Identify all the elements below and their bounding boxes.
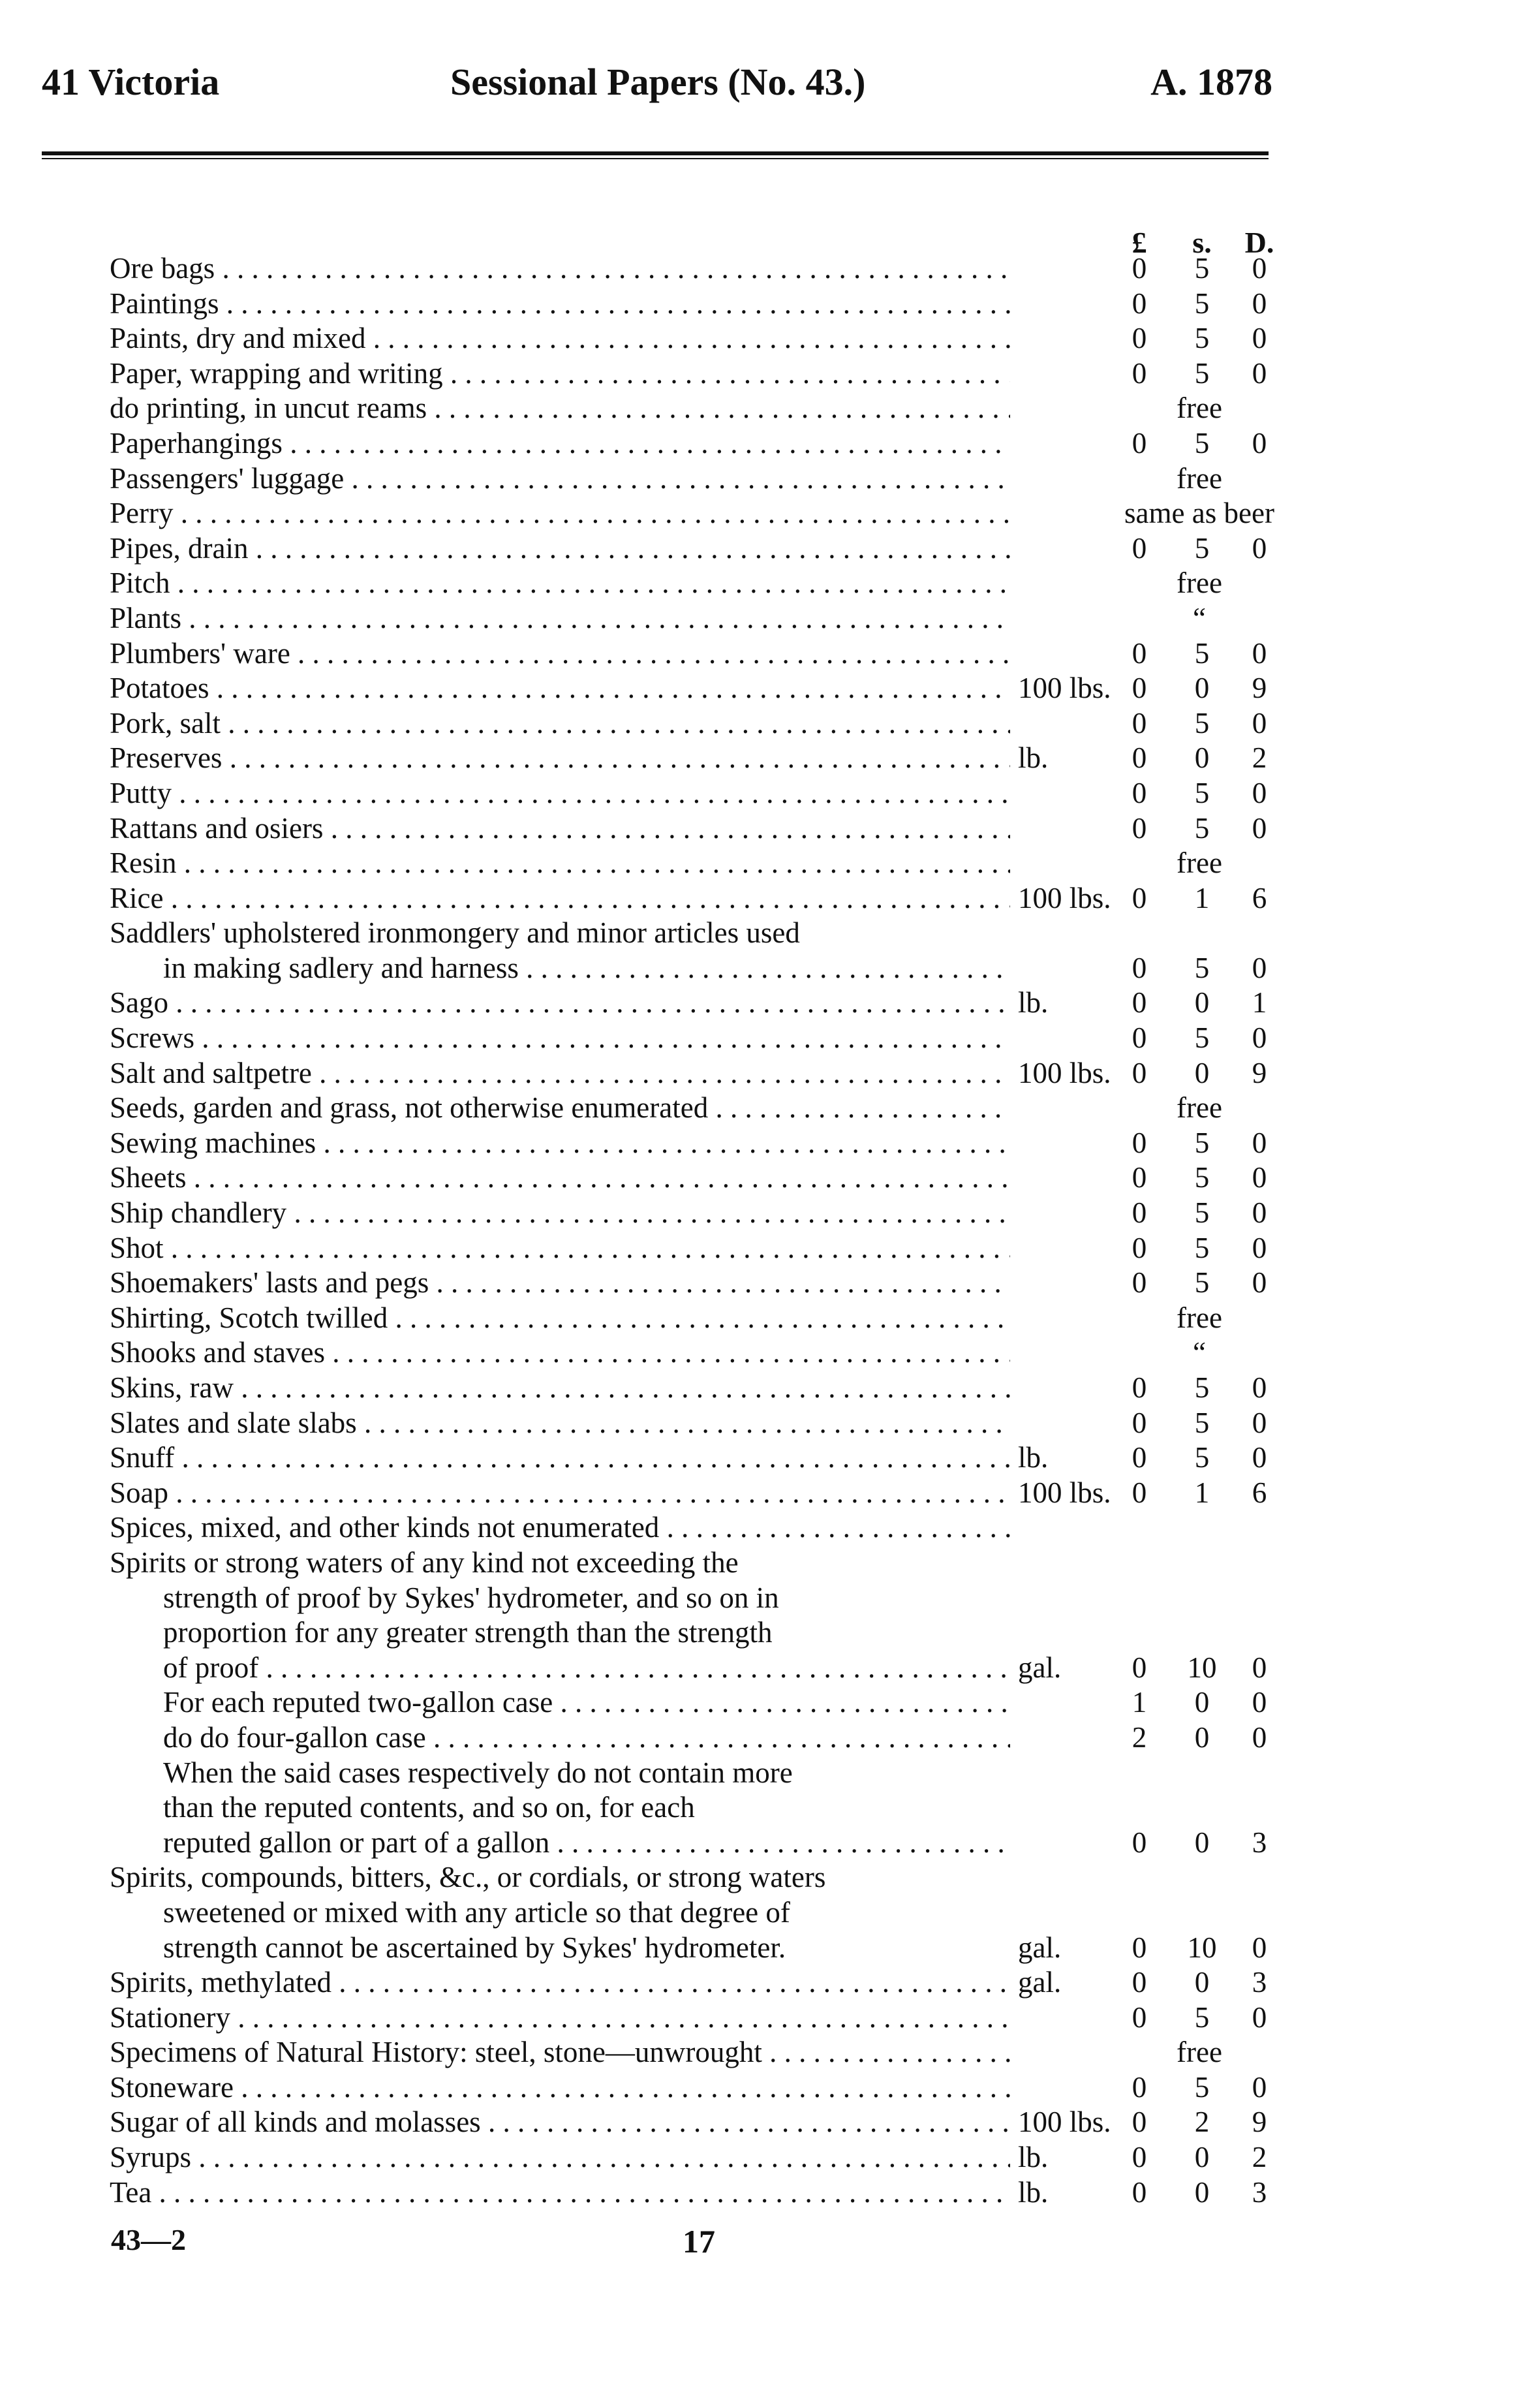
page-number: 17 bbox=[683, 2223, 715, 2260]
item-label: Sugar of all kinds and molasses . . . bbox=[110, 2105, 1010, 2140]
duty-pounds: 0 bbox=[1132, 2175, 1147, 2209]
tariff-row bbox=[0, 1440, 1540, 1476]
duty-pounds: 0 bbox=[1132, 951, 1147, 984]
item-label: Putty . . . bbox=[110, 776, 1010, 811]
duty-shillings: 0 bbox=[1194, 672, 1210, 705]
duty-pounds: 0 bbox=[1132, 322, 1147, 355]
duty-pence: 0 bbox=[1252, 951, 1267, 984]
item-label: proportion for any greater strength than the strength bbox=[163, 1616, 773, 1649]
duty-pence: 3 bbox=[1252, 1826, 1267, 1859]
item-label: sweetened or mixed with any article so that degree of bbox=[163, 1895, 790, 1929]
duty-shillings: 0 bbox=[1194, 986, 1210, 1019]
item-unit: lb. bbox=[1018, 741, 1049, 775]
item-label: Salt and saltpetre . . . bbox=[110, 1056, 1010, 1091]
duty-pence: 0 bbox=[1252, 1651, 1267, 1684]
duty-shillings: 10 bbox=[1187, 1651, 1217, 1684]
tariff-row bbox=[0, 1021, 1540, 1056]
item-unit: 100 lbs. bbox=[1018, 1476, 1111, 1509]
tariff-row bbox=[0, 986, 1540, 1021]
duty-pounds: 0 bbox=[1132, 1476, 1147, 1509]
item-label: Sago . . . bbox=[110, 986, 1010, 1020]
tariff-row bbox=[0, 2140, 1540, 2175]
tariff-row bbox=[0, 1581, 1540, 1616]
duty-shillings: 5 bbox=[1194, 322, 1210, 355]
duty-pounds: 0 bbox=[1132, 252, 1147, 285]
item-label: Plants . . . bbox=[110, 601, 1010, 636]
tariff-row bbox=[0, 1895, 1540, 1931]
duty-pounds: 0 bbox=[1132, 1651, 1147, 1684]
item-label: of proof . . . bbox=[163, 1651, 1010, 1685]
duty-pounds: 0 bbox=[1132, 811, 1147, 845]
item-unit: lb. bbox=[1018, 986, 1049, 1019]
tariff-row bbox=[0, 2000, 1540, 2036]
duty-pence: 0 bbox=[1252, 322, 1267, 355]
item-label: Seeds, garden and grass, not otherwise enumerated . . . bbox=[110, 1091, 1010, 1125]
item-duty-text: free bbox=[1177, 1091, 1222, 1125]
item-label: Skins, raw . . . bbox=[110, 1371, 1010, 1405]
duty-pence: 0 bbox=[1252, 2000, 1267, 2034]
item-label: in making sadlery and harness . . . bbox=[163, 951, 1010, 986]
duty-pence: 2 bbox=[1252, 2141, 1267, 2174]
tariff-row bbox=[0, 1720, 1540, 1756]
duty-shillings: 5 bbox=[1194, 252, 1210, 285]
column-head-pounds: £ bbox=[1132, 226, 1147, 259]
duty-shillings: 5 bbox=[1194, 1231, 1210, 1264]
duty-pounds: 0 bbox=[1132, 1406, 1147, 1439]
item-label: Specimens of Natural History: steel, stone—unwrought . . . bbox=[110, 2035, 1010, 2070]
duty-pence: 0 bbox=[1252, 776, 1267, 809]
tariff-row bbox=[0, 566, 1540, 601]
tariff-row bbox=[0, 1091, 1540, 1126]
item-label: strength of proof by Sykes' hydrometer, and so on in bbox=[163, 1581, 779, 1614]
tariff-row bbox=[0, 601, 1540, 636]
duty-pence: 0 bbox=[1252, 1126, 1267, 1159]
duty-pence: 0 bbox=[1252, 1441, 1267, 1474]
duty-pounds: 0 bbox=[1132, 776, 1147, 809]
tariff-row bbox=[0, 846, 1540, 881]
item-label: Rice . . . bbox=[110, 881, 1010, 916]
duty-shillings: 5 bbox=[1194, 531, 1210, 565]
duty-pounds: 0 bbox=[1132, 287, 1147, 320]
tariff-row bbox=[0, 251, 1540, 287]
duty-pounds: 0 bbox=[1132, 1931, 1147, 1964]
footer-signature: 43—2 bbox=[111, 2223, 186, 2256]
duty-pence: 0 bbox=[1252, 1406, 1267, 1439]
duty-pence: 3 bbox=[1252, 1966, 1267, 1999]
item-duty-text: free bbox=[1177, 567, 1222, 600]
item-label: Passengers' luggage . . . bbox=[110, 461, 1010, 496]
item-label: Pipes, drain . . . bbox=[110, 531, 1010, 566]
duty-pence: 0 bbox=[1252, 1161, 1267, 1194]
duty-shillings: 5 bbox=[1194, 2000, 1210, 2034]
duty-pounds: 0 bbox=[1132, 2000, 1147, 2034]
duty-shillings: 2 bbox=[1194, 2106, 1210, 2139]
duty-shillings: 0 bbox=[1194, 1826, 1210, 1859]
tariff-row bbox=[0, 1860, 1540, 1895]
tariff-row bbox=[0, 1231, 1540, 1266]
item-duty-text: free bbox=[1177, 1301, 1222, 1334]
tariff-row bbox=[0, 1826, 1540, 1861]
tariff-row bbox=[0, 1685, 1540, 1720]
tariff-row bbox=[0, 1160, 1540, 1196]
tariff-row bbox=[0, 1056, 1540, 1091]
duty-shillings: 5 bbox=[1194, 636, 1210, 670]
item-label: strength cannot be ascertained by Sykes' hydrometer. bbox=[163, 1931, 786, 1964]
duty-shillings: 5 bbox=[1194, 1126, 1210, 1159]
item-label: Saddlers' upholstered ironmongery and minor articles used bbox=[110, 916, 800, 950]
duty-pence: 0 bbox=[1252, 252, 1267, 285]
item-label: Syrups . . . bbox=[110, 2140, 1010, 2175]
item-unit: 100 lbs. bbox=[1018, 2106, 1111, 2139]
duty-pence: 2 bbox=[1252, 741, 1267, 775]
duty-pounds: 0 bbox=[1132, 672, 1147, 705]
tariff-row bbox=[0, 1756, 1540, 1791]
duty-shillings: 5 bbox=[1194, 1021, 1210, 1055]
duty-shillings: 5 bbox=[1194, 2070, 1210, 2104]
duty-pence: 0 bbox=[1252, 1720, 1267, 1754]
item-label: Sewing machines . . . bbox=[110, 1126, 1010, 1160]
duty-pence: 0 bbox=[1252, 811, 1267, 845]
tariff-row bbox=[0, 1371, 1540, 1406]
duty-shillings: 1 bbox=[1194, 1476, 1210, 1509]
item-duty-text: free bbox=[1177, 847, 1222, 880]
item-label: Shot . . . bbox=[110, 1231, 1010, 1266]
tariff-row bbox=[0, 1546, 1540, 1581]
duty-pence: 0 bbox=[1252, 2070, 1267, 2104]
item-label: Paintings . . . bbox=[110, 287, 1010, 321]
duty-pounds: 0 bbox=[1132, 1966, 1147, 1999]
duty-shillings: 5 bbox=[1194, 1406, 1210, 1439]
tariff-row bbox=[0, 461, 1540, 497]
duty-pounds: 0 bbox=[1132, 356, 1147, 390]
duty-shillings: 0 bbox=[1194, 1686, 1210, 1719]
duty-shillings: 5 bbox=[1194, 951, 1210, 984]
duty-pence: 9 bbox=[1252, 2106, 1267, 2139]
item-label: Perry . . . bbox=[110, 496, 1010, 531]
item-duty-text: “ bbox=[1193, 1336, 1206, 1369]
item-duty-text: same as beer bbox=[1124, 497, 1274, 530]
tariff-row bbox=[0, 496, 1540, 531]
item-label: Sheets . . . bbox=[110, 1160, 1010, 1195]
item-label: Snuff . . . bbox=[110, 1440, 1010, 1475]
duty-pence: 6 bbox=[1252, 1476, 1267, 1509]
duty-shillings: 1 bbox=[1194, 881, 1210, 914]
item-label: Spirits or strong waters of any kind not exceeding the bbox=[110, 1546, 739, 1579]
duty-pounds: 0 bbox=[1132, 2070, 1147, 2104]
item-unit: lb. bbox=[1018, 2141, 1049, 2174]
duty-pence: 0 bbox=[1252, 706, 1267, 739]
duty-pounds: 0 bbox=[1132, 741, 1147, 775]
tariff-list bbox=[0, 251, 1540, 2210]
tariff-row bbox=[0, 356, 1540, 392]
duty-pounds: 0 bbox=[1132, 1161, 1147, 1194]
duty-pence: 0 bbox=[1252, 1196, 1267, 1230]
tariff-row bbox=[0, 1476, 1540, 1511]
item-label: Resin . . . bbox=[110, 846, 1010, 880]
duty-pounds: 0 bbox=[1132, 706, 1147, 739]
item-unit: gal. bbox=[1018, 1651, 1062, 1684]
item-duty-text: free bbox=[1177, 392, 1222, 425]
duty-pence: 3 bbox=[1252, 2175, 1267, 2209]
duty-pence: 0 bbox=[1252, 1021, 1267, 1055]
item-label: When the said cases respectively do not contain more bbox=[163, 1756, 793, 1789]
duty-pounds: 0 bbox=[1132, 636, 1147, 670]
item-label: Potatoes . . . bbox=[110, 671, 1010, 706]
duty-shillings: 5 bbox=[1194, 426, 1210, 459]
tariff-row bbox=[0, 1126, 1540, 1161]
tariff-row bbox=[0, 1301, 1540, 1336]
item-label: do do four-gallon case . . . bbox=[163, 1720, 1010, 1755]
tariff-row bbox=[0, 2175, 1540, 2211]
duty-pounds: 0 bbox=[1132, 426, 1147, 459]
item-label: Preserves . . . bbox=[110, 741, 1010, 775]
item-label: Pitch . . . bbox=[110, 566, 1010, 600]
duty-shillings: 0 bbox=[1194, 2141, 1210, 2174]
tariff-row bbox=[0, 1615, 1540, 1651]
item-label: Ship chandlery . . . bbox=[110, 1196, 1010, 1230]
duty-pence: 6 bbox=[1252, 881, 1267, 914]
tariff-row bbox=[0, 321, 1540, 356]
item-label: than the reputed contents, and so on, for each bbox=[163, 1791, 695, 1824]
duty-pence: 0 bbox=[1252, 1371, 1267, 1404]
header-rule bbox=[42, 151, 1269, 159]
item-label: do printing, in uncut reams . . . bbox=[110, 391, 1010, 426]
item-unit: lb. bbox=[1018, 1441, 1049, 1474]
tariff-row bbox=[0, 951, 1540, 986]
tariff-row bbox=[0, 636, 1540, 672]
duty-pence: 0 bbox=[1252, 1266, 1267, 1299]
item-label: reputed gallon or part of a gallon . . . bbox=[163, 1826, 1010, 1860]
duty-shillings: 5 bbox=[1194, 356, 1210, 390]
item-unit: 100 lbs. bbox=[1018, 672, 1111, 705]
item-label: Plumbers' ware . . . bbox=[110, 636, 1010, 671]
item-unit: gal. bbox=[1018, 1966, 1062, 1999]
duty-shillings: 5 bbox=[1194, 811, 1210, 845]
item-label: Ore bags . . . bbox=[110, 251, 1010, 286]
duty-shillings: 0 bbox=[1194, 2175, 1210, 2209]
tariff-row bbox=[0, 1406, 1540, 1441]
item-label: Paints, dry and mixed . . . bbox=[110, 321, 1010, 356]
duty-pounds: 0 bbox=[1132, 1826, 1147, 1859]
item-unit: 100 lbs. bbox=[1018, 881, 1111, 914]
duty-pence: 0 bbox=[1252, 1231, 1267, 1264]
item-duty-text: free bbox=[1177, 461, 1222, 495]
duty-pounds: 0 bbox=[1132, 1441, 1147, 1474]
duty-shillings: 5 bbox=[1194, 1441, 1210, 1474]
item-label: Shirting, Scotch twilled . . . bbox=[110, 1301, 1010, 1335]
duty-pence: 0 bbox=[1252, 1686, 1267, 1719]
item-label: Paper, wrapping and writing . . . bbox=[110, 356, 1010, 391]
item-label: Soap . . . bbox=[110, 1476, 1010, 1510]
tariff-row bbox=[0, 531, 1540, 567]
duty-shillings: 5 bbox=[1194, 706, 1210, 739]
tariff-row bbox=[0, 811, 1540, 847]
tariff-row bbox=[0, 2070, 1540, 2106]
duty-pence: 0 bbox=[1252, 426, 1267, 459]
item-unit: gal. bbox=[1018, 1931, 1062, 1964]
duty-pence: 0 bbox=[1252, 356, 1267, 390]
column-head-shillings: s. bbox=[1192, 226, 1212, 259]
duty-pounds: 0 bbox=[1132, 881, 1147, 914]
duty-pounds: 0 bbox=[1132, 2106, 1147, 2139]
duty-pounds: 0 bbox=[1132, 1196, 1147, 1230]
item-label: Rattans and osiers . . . bbox=[110, 811, 1010, 846]
tariff-row bbox=[0, 1196, 1540, 1231]
duty-shillings: 5 bbox=[1194, 776, 1210, 809]
item-label: Spices, mixed, and other kinds not enumerated . . . bbox=[110, 1510, 1010, 1545]
item-label: Stoneware . . . bbox=[110, 2070, 1010, 2105]
tariff-row bbox=[0, 1931, 1540, 1966]
duty-pence: 1 bbox=[1252, 986, 1267, 1019]
duty-pounds: 0 bbox=[1132, 1266, 1147, 1299]
duty-pounds: 0 bbox=[1132, 1371, 1147, 1404]
tariff-row bbox=[0, 1335, 1540, 1371]
duty-pence: 9 bbox=[1252, 672, 1267, 705]
duty-shillings: 0 bbox=[1194, 1720, 1210, 1754]
duty-pence: 0 bbox=[1252, 1931, 1267, 1964]
duty-pounds: 1 bbox=[1132, 1686, 1147, 1719]
header-title: Sessional Papers (No. 43.) bbox=[450, 61, 866, 103]
duty-pence: 0 bbox=[1252, 287, 1267, 320]
item-label: Shooks and staves . . . bbox=[110, 1335, 1010, 1370]
duty-pounds: 0 bbox=[1132, 2141, 1147, 2174]
duty-shillings: 10 bbox=[1187, 1931, 1217, 1964]
duty-pence: 9 bbox=[1252, 1056, 1267, 1089]
duty-pounds: 0 bbox=[1132, 1231, 1147, 1264]
item-duty-text: “ bbox=[1193, 601, 1206, 634]
duty-pence: 0 bbox=[1252, 636, 1267, 670]
tariff-row bbox=[0, 1510, 1540, 1546]
tariff-row bbox=[0, 2105, 1540, 2140]
duty-shillings: 5 bbox=[1194, 1161, 1210, 1194]
item-label: Screws . . . bbox=[110, 1021, 1010, 1055]
tariff-row bbox=[0, 1790, 1540, 1826]
duty-shillings: 5 bbox=[1194, 1196, 1210, 1230]
tariff-row bbox=[0, 287, 1540, 322]
item-label: Tea . . . bbox=[110, 2175, 1010, 2210]
item-unit: lb. bbox=[1018, 2175, 1049, 2209]
item-label: Pork, salt . . . bbox=[110, 706, 1010, 741]
header-year: A. 1878 bbox=[1150, 61, 1272, 103]
tariff-row bbox=[0, 706, 1540, 741]
duty-pounds: 0 bbox=[1132, 986, 1147, 1019]
tariff-row bbox=[0, 1266, 1540, 1301]
tariff-row bbox=[0, 391, 1540, 426]
duty-shillings: 5 bbox=[1194, 1266, 1210, 1299]
tariff-row bbox=[0, 426, 1540, 461]
tariff-row bbox=[0, 2035, 1540, 2070]
duty-pounds: 0 bbox=[1132, 1056, 1147, 1089]
item-label: Shoemakers' lasts and pegs . . . bbox=[110, 1266, 1010, 1300]
item-label: Spirits, methylated . . . bbox=[110, 1965, 1010, 2000]
duty-pounds: 0 bbox=[1132, 1126, 1147, 1159]
duty-shillings: 0 bbox=[1194, 1056, 1210, 1089]
item-label: Slates and slate slabs . . . bbox=[110, 1406, 1010, 1440]
duty-pence: 0 bbox=[1252, 531, 1267, 565]
duty-pounds: 0 bbox=[1132, 1021, 1147, 1055]
tariff-row bbox=[0, 776, 1540, 811]
tariff-row bbox=[0, 1965, 1540, 2000]
item-label: Paperhangings . . . bbox=[110, 426, 1010, 461]
tariff-row bbox=[0, 1651, 1540, 1686]
tariff-row bbox=[0, 881, 1540, 916]
item-unit: 100 lbs. bbox=[1018, 1056, 1111, 1089]
item-label: For each reputed two-gallon case . . . bbox=[163, 1685, 1010, 1720]
item-duty-text: free bbox=[1177, 2036, 1222, 2069]
duty-pounds: 2 bbox=[1132, 1720, 1147, 1754]
duty-shillings: 0 bbox=[1194, 741, 1210, 775]
column-head-pence: D. bbox=[1244, 226, 1274, 259]
tariff-row bbox=[0, 671, 1540, 706]
duty-shillings: 5 bbox=[1194, 1371, 1210, 1404]
item-label: Stationery . . . bbox=[110, 2000, 1010, 2035]
tariff-row bbox=[0, 741, 1540, 776]
duty-shillings: 5 bbox=[1194, 287, 1210, 320]
header-session: 41 Victoria bbox=[42, 61, 220, 103]
tariff-row bbox=[0, 916, 1540, 951]
duty-pounds: 0 bbox=[1132, 531, 1147, 565]
duty-shillings: 0 bbox=[1194, 1966, 1210, 1999]
item-label: Spirits, compounds, bitters, &c., or cordials, or strong waters bbox=[110, 1861, 826, 1894]
